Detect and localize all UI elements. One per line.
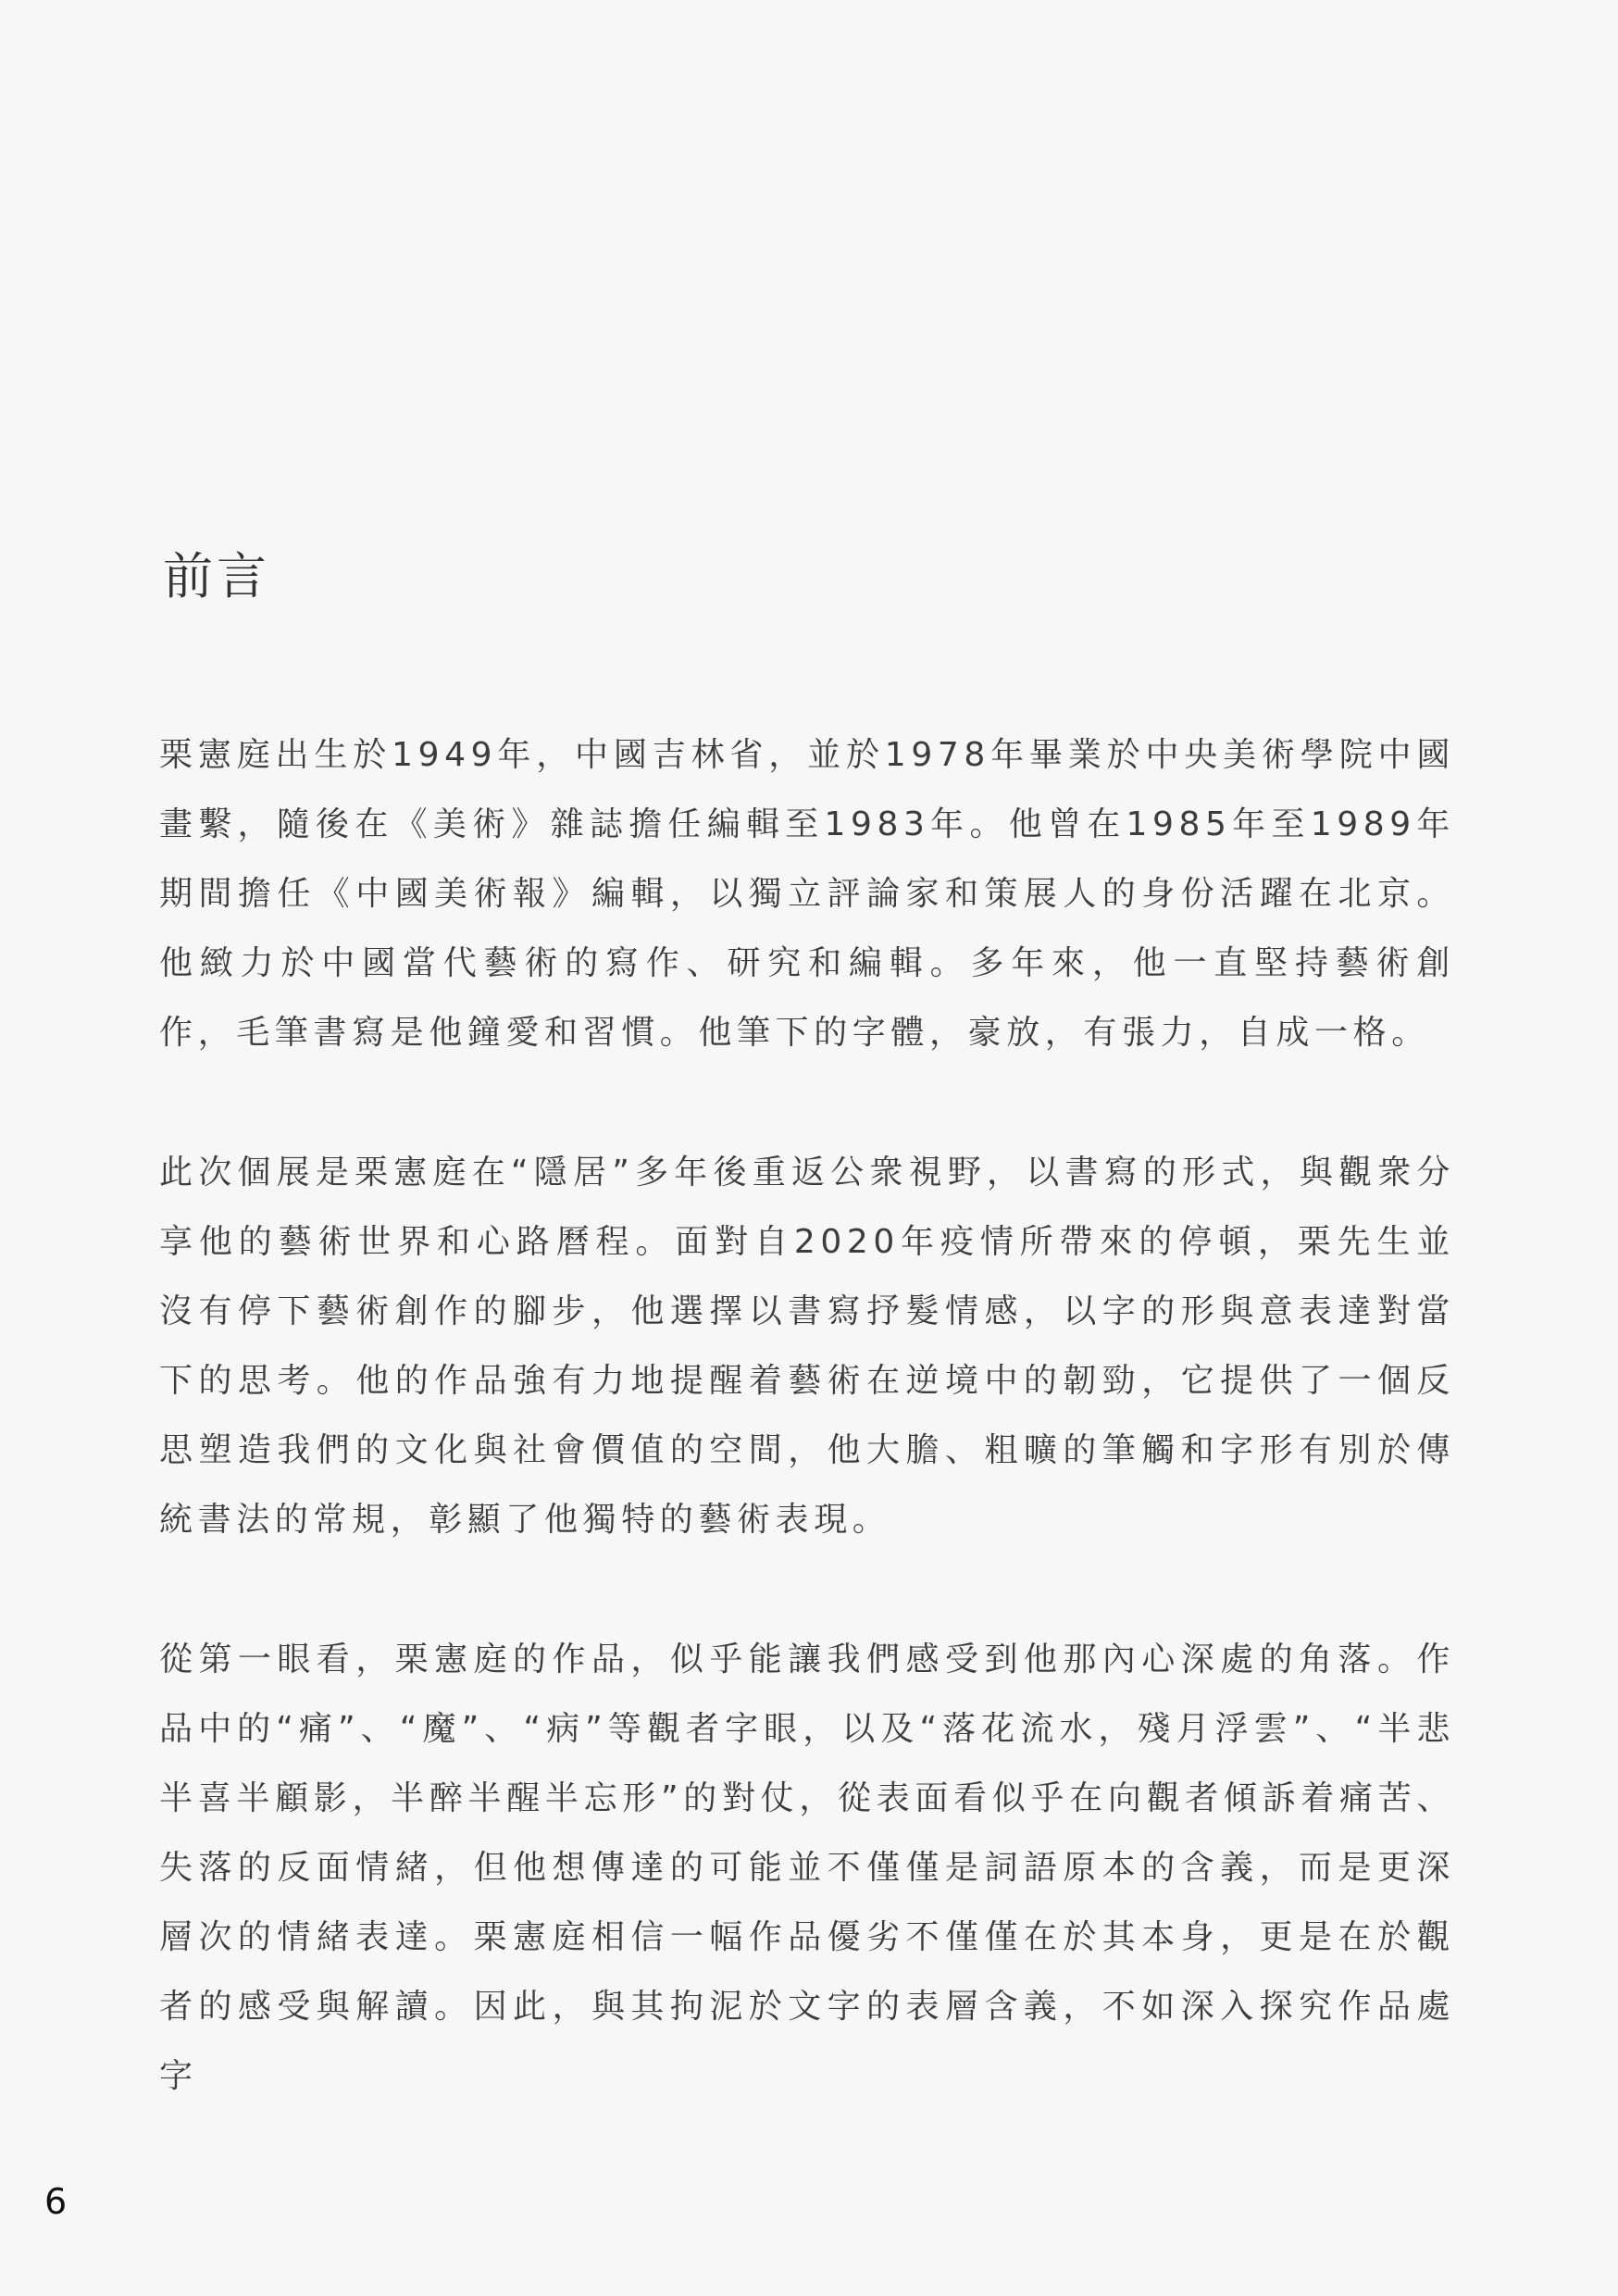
body-text	[159, 720, 1455, 2181]
paragraph-2: 此次個展是栗憲庭在“隱居”多年後重返公衆視野，以書寫的形式，與觀衆分享他的藝術世界和心路曆程。面對自2020年疫情所帶來的停頓，栗先生並沒有停下藝術創作的腳步，他選擇以書寫抒髮情感，以字的形與意表達對當下的思考。他的作品強有力地提醒着藝術在逆境中的韌勁，它提供了一個反思塑造我們的文化與社會價值的空間，他大膽、粗曠的筆觸和字形有別於傳統書法的常規，彰顯了他獨特的藝術表現。	[159, 1154, 1455, 1539]
page-title: 前言	[163, 547, 270, 605]
paragraph-3: 從第一眼看，栗憲庭的作品，似乎能讓我們感受到他那內心深處的角落。作品中的“痛”、“魔”、“病”等觀者字眼，以及“落花流水，殘月浮雲”、“半悲半喜半顧影，半醉半醒半忘形”的對仗，從表面看似乎在向觀者傾訴着痛苦、失落的反面情緒，但他想傳達的可能並不僅僅是詞語原本的含義，而是更深層次的情緒表達。栗憲庭相信一幅作品優劣不僅僅在於其本身，更是在於觀者的感受與解讀。因此，與其拘泥於文字的表層含義，不如深入探究作品處字	[159, 1641, 1455, 2095]
paragraph-1: 栗憲庭出生於1949年，中國吉林省，並於1978年畢業於中央美術學院中國畫繫，隨後在《美術》雜誌擔任編輯至1983年。他曾在1985年至1989年期間擔任《中國美術報》編輯，以獨立評論家和策展人的身份活躍在北京。他緻力於中國當代藝術的寫作、研究和編輯。多年來，他一直堅持藝術創作，毛筆書寫是他鐘愛和習慣。他筆下的字體，豪放，有張力，自成一格。	[159, 736, 1455, 1052]
page-number: 6	[44, 2181, 68, 2222]
